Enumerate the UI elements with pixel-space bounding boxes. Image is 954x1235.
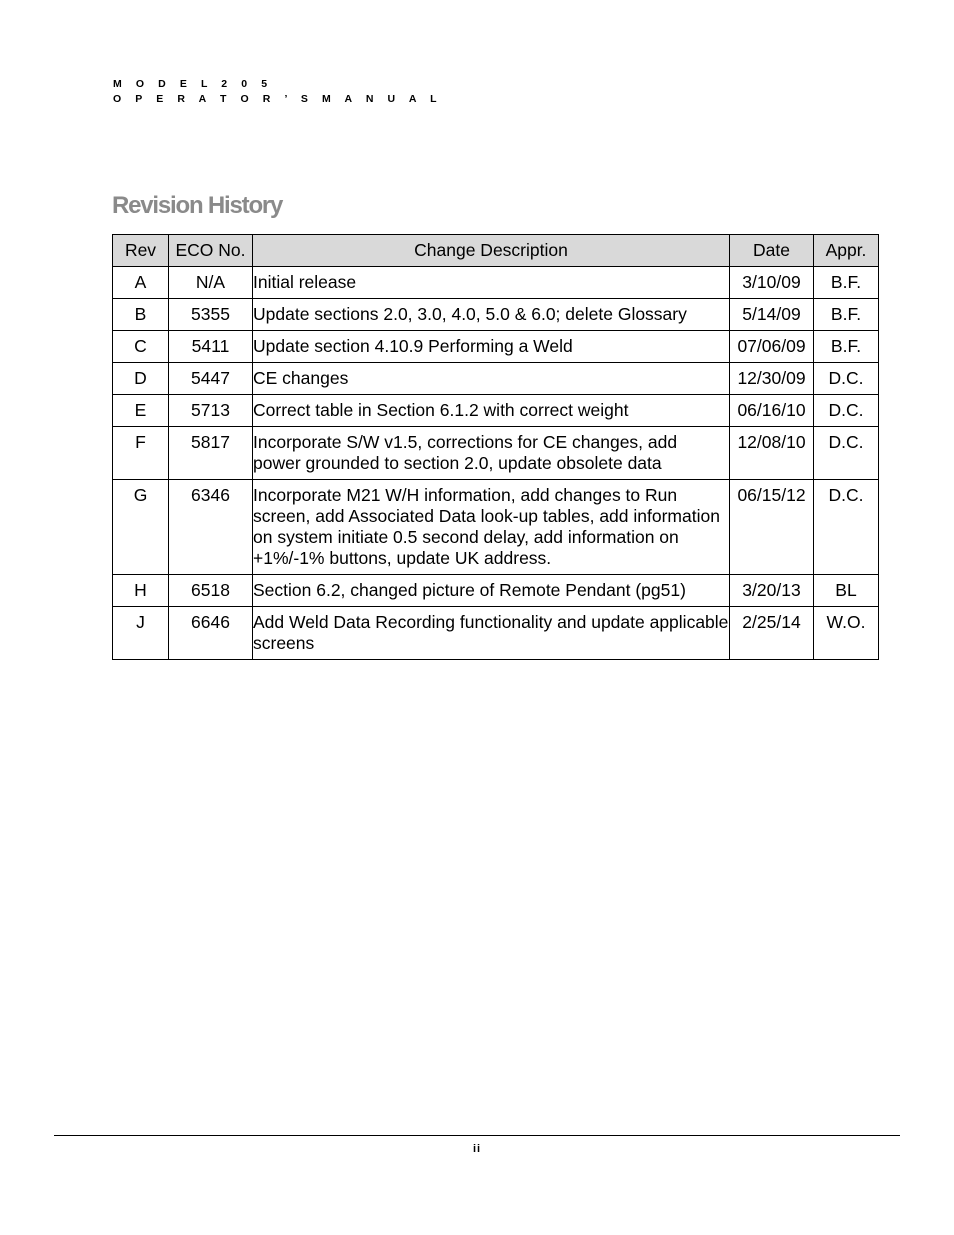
table-row [113,395,879,427]
rev-cell: G [113,480,169,575]
header-model: M O D E L 2 0 5 [113,78,273,90]
approval-cell: B.F. [814,299,879,331]
rev-cell: F [113,427,169,480]
table-row [113,267,879,299]
date-cell: 5/14/09 [730,299,814,331]
table-header-row [113,235,879,267]
column-header-approval: Appr. [814,235,879,267]
date-cell: 3/20/13 [730,575,814,607]
description-cell: Correct table in Section 6.1.2 with correct weight [253,395,730,427]
column-header-description: Change Description [253,235,730,267]
table-row [113,575,879,607]
rev-cell: J [113,607,169,660]
rev-cell: E [113,395,169,427]
approval-cell: D.C. [814,427,879,480]
rev-cell: C [113,331,169,363]
approval-cell: B.F. [814,267,879,299]
description-cell: Update sections 2.0, 3.0, 4.0, 5.0 & 6.0; delete Glossary [253,299,730,331]
date-cell: 12/08/10 [730,427,814,480]
approval-cell: B.F. [814,331,879,363]
eco-cell: 6346 [169,480,253,575]
table-row [113,331,879,363]
description-cell: CE changes [253,363,730,395]
approval-cell: BL [814,575,879,607]
description-cell: Incorporate S/W v1.5, corrections for CE changes, add power grounded to section 2.0, update obsolete data [253,427,730,480]
date-cell: 06/16/10 [730,395,814,427]
description-cell: Add Weld Data Recording functionality and update applicable screens [253,607,730,660]
table-row [113,480,879,575]
eco-cell: 5447 [169,363,253,395]
running-header [113,77,442,107]
date-cell: 3/10/09 [730,267,814,299]
description-cell: Initial release [253,267,730,299]
approval-cell: D.C. [814,480,879,575]
table-row [113,363,879,395]
table-row [113,299,879,331]
footer-divider [54,1135,900,1136]
eco-cell: 6518 [169,575,253,607]
eco-cell: 5355 [169,299,253,331]
approval-cell: W.O. [814,607,879,660]
description-cell: Incorporate M21 W/H information, add changes to Run screen, add Associated Data look-up tables, add information on system initiate 0.5 second delay, add information on +1%/-1% buttons, update UK address. [253,480,730,575]
date-cell: 12/30/09 [730,363,814,395]
date-cell: 07/06/09 [730,331,814,363]
eco-cell: 5713 [169,395,253,427]
table-row [113,607,879,660]
description-cell: Section 6.2, changed picture of Remote Pendant (pg51) [253,575,730,607]
description-cell: Update section 4.10.9 Performing a Weld [253,331,730,363]
column-header-eco: ECO No. [169,235,253,267]
column-header-rev: Rev [113,235,169,267]
rev-cell: H [113,575,169,607]
rev-cell: A [113,267,169,299]
page-title: Revision History [112,192,283,219]
rev-cell: B [113,299,169,331]
eco-cell: 5411 [169,331,253,363]
eco-cell: 5817 [169,427,253,480]
column-header-date: Date [730,235,814,267]
header-manual: O P E R A T O R ’ S M A N U A L [113,93,443,105]
eco-cell: 6646 [169,607,253,660]
page-number: ii [472,1143,482,1155]
approval-cell: D.C. [814,363,879,395]
date-cell: 2/25/14 [730,607,814,660]
table-row [113,427,879,480]
date-cell: 06/15/12 [730,480,814,575]
approval-cell: D.C. [814,395,879,427]
revision-table [112,234,879,660]
rev-cell: D [113,363,169,395]
eco-cell: N/A [169,267,253,299]
